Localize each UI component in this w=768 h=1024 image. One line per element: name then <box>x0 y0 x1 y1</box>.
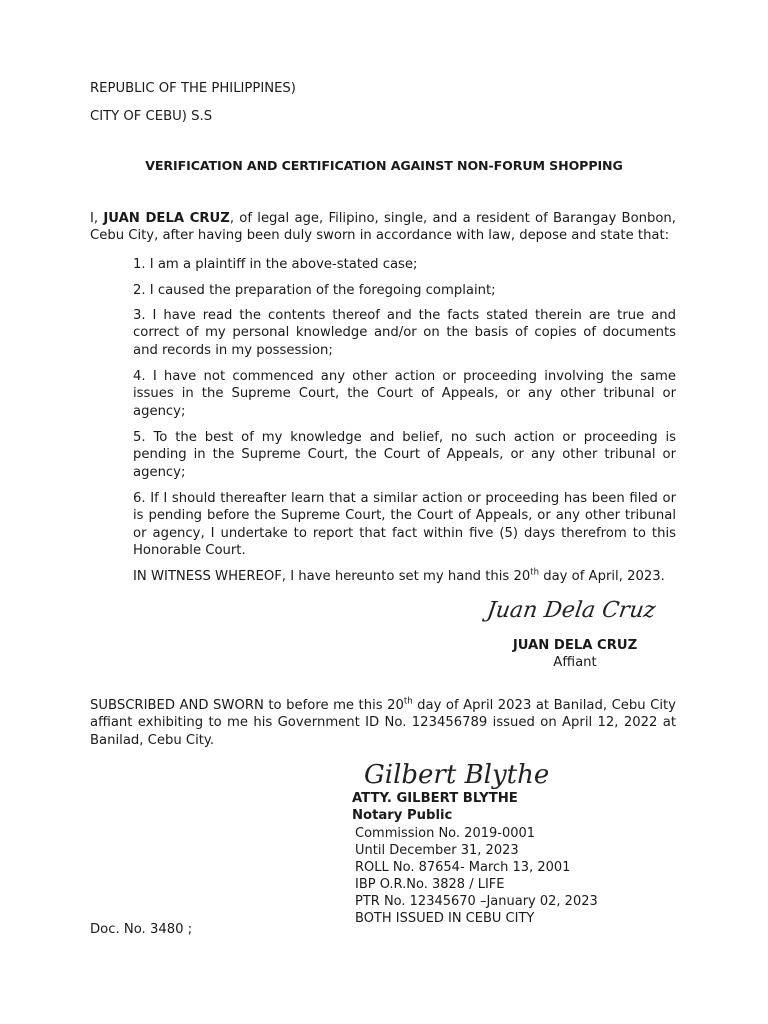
allegation-item-5: 5. To the best of my knowledge and belief, no such action or proceeding is pending in the Supreme Court, the Court of Appeals, or any other tribunal or agency; <box>133 430 676 480</box>
venue-line-republic: REPUBLIC OF THE PHILIPPINES) <box>90 81 296 96</box>
witness-text-before: IN WITNESS WHEREOF, I have hereunto set my hand this 20 <box>133 569 531 584</box>
notary-credentials <box>355 825 598 927</box>
notary-name: ATTY. GILBERT BLYTHE <box>352 791 518 806</box>
intro-text: , of legal age, Filipino, single, and a resident of Barangay Bonbon, Cebu City, after having been duly sworn in accordance with law, depose and state that: <box>90 211 676 244</box>
notary-line-ptr: PTR No. 12345670 –January 02, 2023 <box>355 894 598 909</box>
notary-line-ibp: IBP O.R.No. 3828 / LIFE <box>355 877 505 892</box>
witness-text-after: day of April, 2023. <box>539 569 665 584</box>
document-title: VERIFICATION AND CERTIFICATION AGAINST NON-FORUM SHOPPING <box>145 158 623 173</box>
witness-clause <box>133 568 676 585</box>
affiant-signature: Juan Dela Cruz <box>485 598 658 623</box>
allegation-item-4: 4. I have not commenced any other action or proceeding involving the same issues in the Supreme Court, the Court of Appeals, or any other tribunal or agency; <box>133 369 676 419</box>
notary-line-until: Until December 31, 2023 <box>355 843 519 858</box>
notary-line-issued: BOTH ISSUED IN CEBU CITY <box>355 911 535 926</box>
intro-paragraph <box>90 210 676 245</box>
jurat-ordinal: th <box>403 696 413 707</box>
affiant-role: Affiant <box>553 655 597 671</box>
venue-line-city: CITY OF CEBU) S.S <box>90 109 213 125</box>
notary-signature: Gilbert Blythe <box>364 760 550 790</box>
intro-prefix: I, <box>90 211 104 226</box>
notary-heading <box>352 790 518 825</box>
affiant-name: JUAN DELA CRUZ <box>512 638 638 653</box>
venue-caption <box>90 80 296 126</box>
doc-number: Doc. No. 3480 ; <box>90 922 193 937</box>
notary-title: Notary Public <box>352 808 453 824</box>
allegation-item-3: 3. I have read the contents thereof and the facts stated therein are true and correct of my personal knowledge and/or on the basis of copies of documents and records in my possession; <box>133 308 676 358</box>
jurat-text-2: day of April 2023 at Banilad, Cebu City affiant exhibiting to me his Government ID No. 123456789 issued on April 12, 2022 at Banilad, Cebu City. <box>90 698 676 748</box>
notary-line-commission: Commission No. 2019-0001 <box>355 826 536 841</box>
allegation-item-6: 6. If I should thereafter learn that a similar action or proceeding has been filed or is pending before the Supreme Court, the Court of Appeals, or any other tribunal or agency, I undertake to report that fact within five (5) days therefrom to this Honorable Court. <box>133 491 676 559</box>
allegation-item-2: 2. I caused the preparation of the foregoing complaint; <box>133 283 496 298</box>
notary-line-roll: ROLL No. 87654- March 13, 2001 <box>355 860 571 875</box>
witness-ordinal: th <box>530 567 540 578</box>
jurat-text-1: SUBSCRIBED AND SWORN to before me this 20 <box>90 698 404 713</box>
affiant-name-inline: JUAN DELA CRUZ <box>103 211 230 226</box>
jurat-paragraph <box>90 697 676 749</box>
affiant-block <box>470 637 680 672</box>
allegation-item-1: 1. I am a plaintiff in the above-stated case; <box>133 257 418 272</box>
